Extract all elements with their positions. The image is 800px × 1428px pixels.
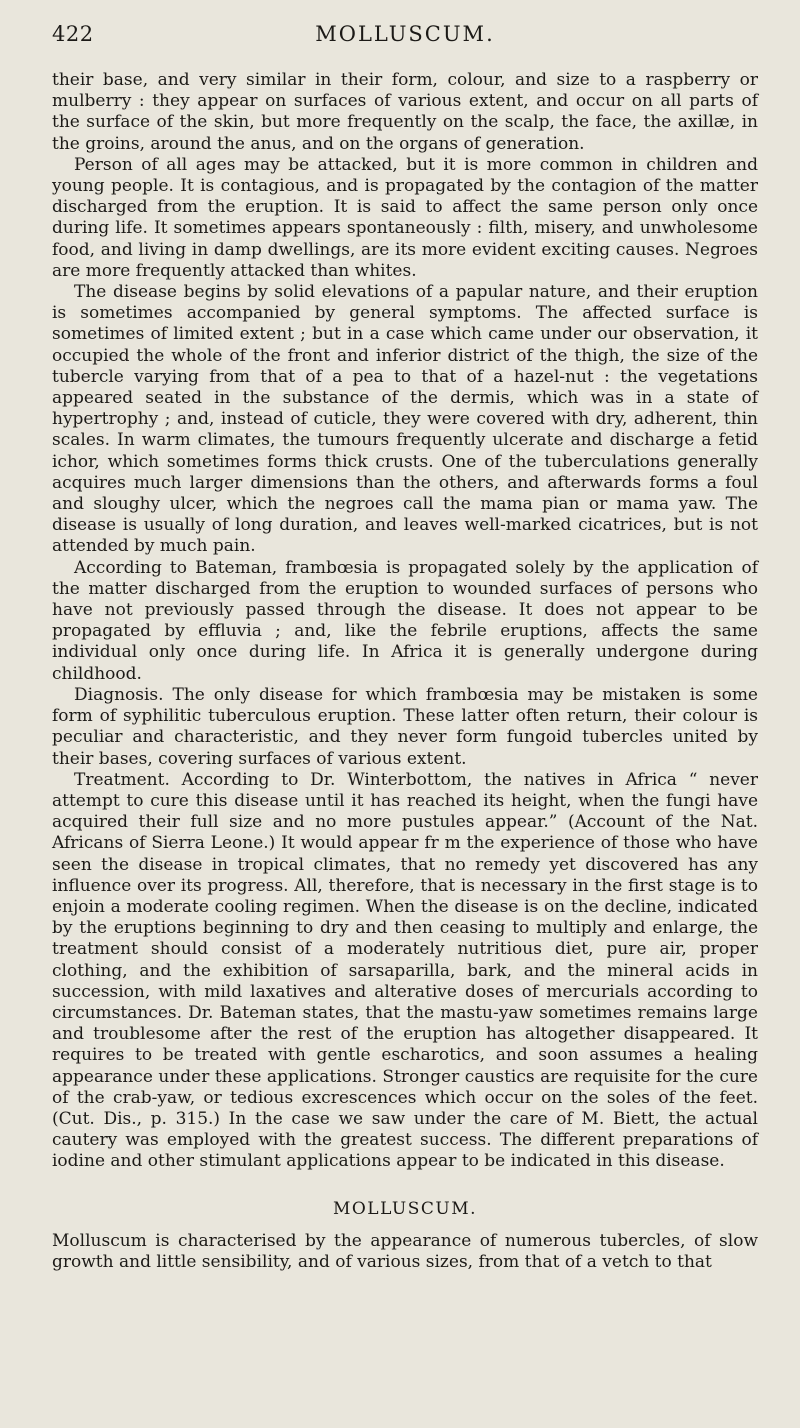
paragraph-bateman: According to Bateman, frambœsia is propagated solely by the application of the matter discharged from the eruption to wounded surfaces of persons who have not previously passed through the disease. It does not appear to be propagated by effluvia ; and, like the febrile eruptions, affects the same individual only once during life. In Africa it is generally undergone during childhood. <box>52 557 758 684</box>
body-text <box>52 70 758 1173</box>
paragraph-continuation: their base, and very similar in their form, colour, and size to a raspberry or mulberry : they appear on surfaces of various extent, and occur on all parts of the surface of the skin, but more frequently on the scalp, the face, the axillæ, in the groins, around the anus, and on the organs of generation. <box>52 70 758 154</box>
paragraph-treatment: Treatment. According to Dr. Winterbottom, the natives in Africa “ never attempt to cure this disease until it has reached its height, when the fungi have acquired their full size and no more pustules appear.” (Account of the Nat. Africans of Sierra Leone.) It would appear fr m the experience of those who have seen the disease in tropical climates, that no remedy yet discovered has any influence over its progress. All, therefore, that is necessary in the first stage is to enjoin a moderate cooling regimen. When the disease is on the decline, indicated by the eruptions beginning to dry and then ceasing to multiply and enlarge, the treatment should consist of a moderately nutritious diet, pure air, proper clothing, and the exhibition of sarsaparilla, bark, and the mineral acids in succession, with mild laxatives and alterative doses of mercurials according to circumstances. Dr. Bateman states, that the mastu-yaw sometimes remains large and troublesome after the rest of the eruption has altogether disappeared. It requires to be treated with gentle escharotics, and soon assumes a healing appearance under these applications. Stronger caustics are requisite for the cure of the crab-yaw, or tedious excrescences which occur on the soles of the feet. (Cut. Dis., p. 315.) In the case we saw under the care of M. Biett, the actual cautery was employed with the greatest success. The different preparations of iodine and other stimulant applications appear to be indicated in this disease. <box>52 769 758 1172</box>
page-number: 422 <box>52 22 94 46</box>
paragraph-course: The disease begins by solid elevations of a papular nature, and their eruption is sometimes accompanied by general symptoms. The affected surface is sometimes of limited extent ; but in a case which came under our observation, it occupied the whole of the front and inferior district of the thigh, the size of the tubercle varying from that of a pea to that of a hazel-nut : the vegetations appeared seated in the substance of the dermis, which was in a state of hypertrophy ; and, instead of cuticle, they were covered with dry, adherent, thin scales. In warm climates, the tumours frequently ulcerate and discharge a fetid ichor, which sometimes forms thick crusts. One of the tuberculations generally acquires much larger dimensions than the others, and afterwards forms a foul and sloughy ulcer, which the negroes call the mama pian or mama yaw. The disease is usually of long duration, and leaves well-marked cicatrices, but is not attended by much pain. <box>52 282 758 557</box>
running-head <box>52 18 758 58</box>
paragraph-contagion: Person of all ages may be attacked, but it is more common in children and young people. It is contagious, and is propagated by the contagion of the matter discharged from the eruption. It is said to affect the same person only once during life. It sometimes appears spontaneously : filth, misery, and unwholesome food, and living in damp dwellings, are its more evident exciting causes. Negroes are more frequently attacked than whites. <box>52 154 758 281</box>
section-heading: MOLLUSCUM. <box>332 1198 478 1219</box>
section-intro-text: Molluscum is characterised by the appearance of numerous tubercles, of slow growth and little sensibility, and of various sizes, from that of a vetch to that <box>52 1230 758 1272</box>
paragraph-diagnosis: Diagnosis. The only disease for which frambœsia may be mistaken is some form of syphilitic tuberculous eruption. These latter often return, their colour is peculiar and characteristic, and they never form fungoid tubercles united by their bases, covering surfaces of various extent. <box>52 684 758 769</box>
running-title: MOLLUSCUM. <box>315 22 495 46</box>
